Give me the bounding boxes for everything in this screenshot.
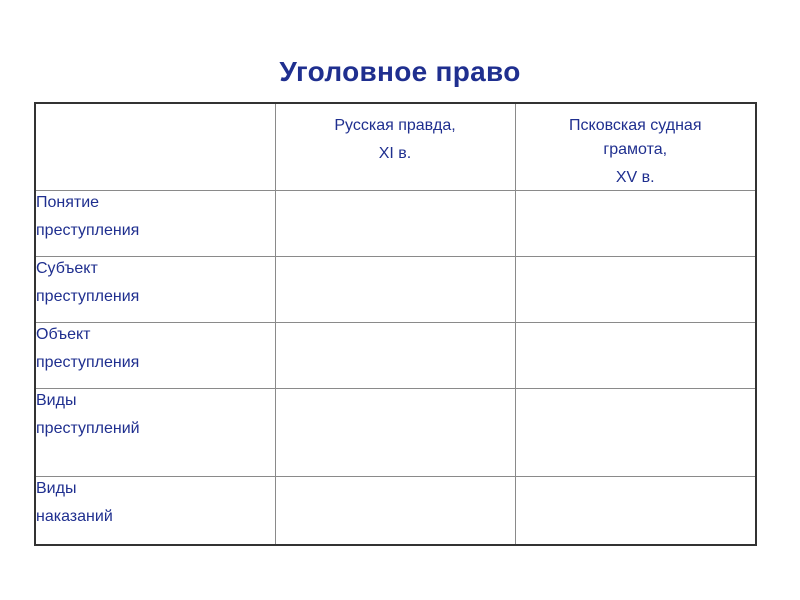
table-cell-empty[interactable] [515,257,756,323]
table-row [35,389,756,477]
row-label-subject: Субъект преступления [35,257,275,323]
row-label-object: Объект преступления [35,323,275,389]
comparison-table [34,102,757,546]
column-header-pskovskaya-gramota [515,103,756,191]
table-cell-empty[interactable] [275,191,515,257]
table-cell-empty[interactable] [275,389,515,477]
table-corner-cell [35,103,275,191]
column-header-line: Русская правда, [334,117,456,134]
table-cell-empty[interactable] [275,323,515,389]
table-row [35,323,756,389]
row-label-punishment-types: Виды наказаний [35,477,275,545]
table-cell-empty[interactable] [515,323,756,389]
table-cell-empty[interactable] [515,389,756,477]
row-label-concept: Понятие преступления [35,191,275,257]
table-cell-empty[interactable] [515,191,756,257]
column-header-line: Псковская судная [569,117,702,134]
table-row [35,191,756,257]
column-header-line: XV в. [615,169,655,186]
table-row [35,477,756,545]
table-header-row [35,103,756,191]
table-row [35,257,756,323]
table-cell-empty[interactable] [275,257,515,323]
column-header-russkaya-pravda [275,103,515,191]
column-header-line: грамота, [603,141,668,158]
table-cell-empty[interactable] [515,477,756,545]
table-cell-empty[interactable] [275,477,515,545]
page-title: Уголовное право [279,56,521,87]
column-header-line: XI в. [378,145,412,162]
row-label-crime-types: Виды преступлений [35,389,275,477]
